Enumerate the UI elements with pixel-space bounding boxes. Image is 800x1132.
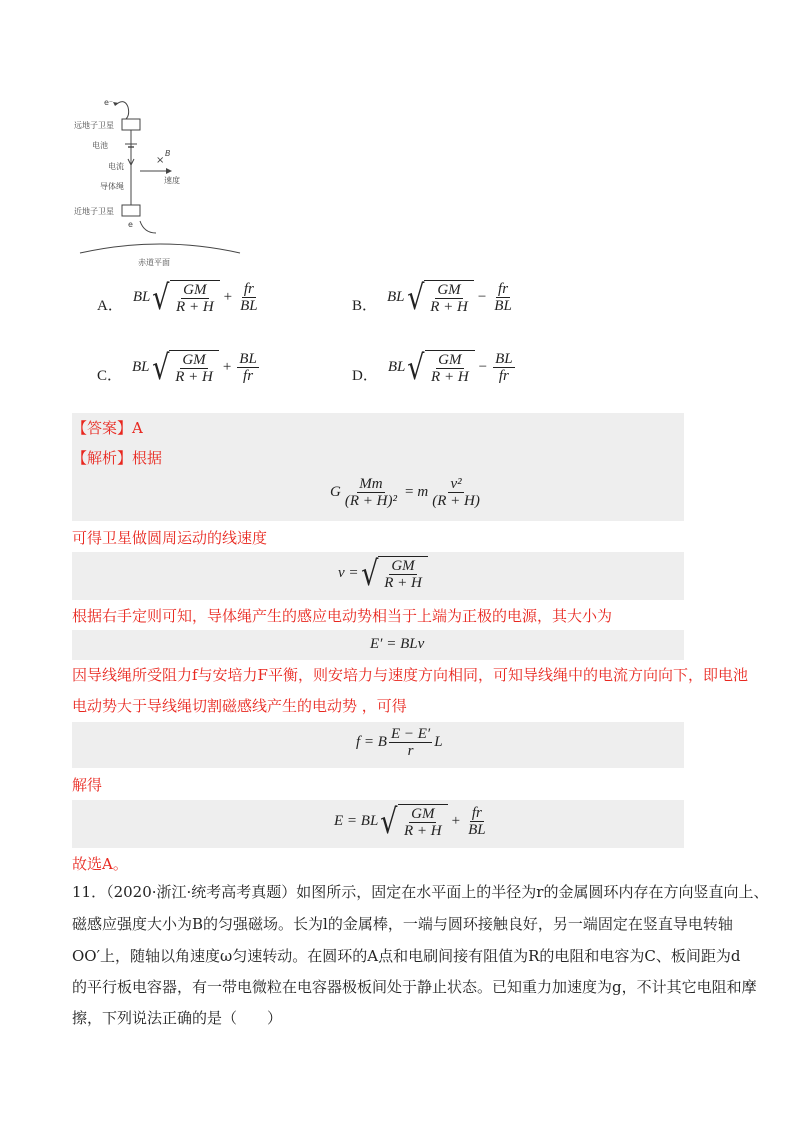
velocity-label: 速度 — [164, 176, 180, 185]
velocity-arrowhead-icon — [166, 168, 172, 174]
bottom-satellite-label: 近地子卫星 — [74, 207, 114, 216]
eq1-rhs-den: (R + H) — [432, 493, 480, 509]
battery-label: 电池 — [92, 141, 108, 150]
field-label: B — [165, 149, 171, 158]
equation-gravitation — [330, 476, 484, 509]
eq5-fden: BL — [468, 822, 486, 838]
top-satellite-box — [122, 119, 140, 130]
eq1-equals: = — [404, 484, 414, 500]
electron-arrow-bottom — [140, 221, 156, 233]
eq5-fnum: fr — [471, 805, 482, 821]
option-a-label: A． — [97, 298, 123, 314]
text-choose: 故选A。 — [72, 855, 128, 873]
eq4-lhs: f = B — [356, 734, 387, 750]
electron-label-bottom: e — [128, 220, 133, 229]
option-a[interactable] — [97, 277, 262, 318]
frac-num: BL — [495, 351, 513, 367]
option-d-label: D． — [352, 368, 378, 384]
eq2-den: R + H — [384, 575, 422, 591]
coef: BL — [132, 359, 150, 375]
option-c[interactable] — [97, 347, 261, 388]
top-satellite-label: 远地子卫星 — [74, 121, 114, 130]
frac-num: fr — [498, 281, 509, 297]
sqrt-den: R + H — [430, 299, 468, 315]
coef: BL — [387, 289, 405, 305]
text-emf: 根据右手定则可知，导体绳产生的感应电动势相当于上端为正极的电源，其大小为 — [72, 607, 613, 625]
sqrt-num: GM — [182, 352, 206, 368]
electron-label-top: e⁻ — [104, 98, 114, 107]
coef: BL — [132, 289, 151, 305]
q11-line-3: OO′上，随轴以角速度ω匀速转动。在圆环的A点和电刷间接有阻值为R的电阻和电容为C、板间距为d — [72, 947, 741, 965]
eq1-g: G — [330, 484, 341, 500]
analysis-tag: 【解析】 — [72, 449, 133, 467]
current-label: 电流 — [108, 162, 124, 171]
q11-line-2: 磁感应强度大小为B的匀强磁场。长为l的金属棒，一端与圆环接触良好，另一端固定在竖直导电转轴 — [72, 915, 733, 933]
sqrt-num: GM — [183, 282, 207, 298]
option-d[interactable] — [352, 347, 517, 388]
equator-arc — [80, 244, 240, 253]
eq5-den: R + H — [403, 823, 442, 839]
op: + — [222, 359, 232, 375]
op: − — [477, 289, 487, 305]
rope-label: 导体绳 — [100, 182, 124, 191]
sqrt-num: GM — [438, 352, 462, 368]
equation-velocity: v = √ $\frac{GM}{R + H}$ — [338, 556, 428, 591]
answer-tag: 【答案】 — [72, 419, 133, 437]
frac-num: BL — [239, 351, 257, 367]
cross-icon: × — [156, 155, 165, 166]
frac-den: fr — [498, 368, 509, 384]
analysis-line — [72, 448, 162, 468]
text-force-1: 因导线绳所受阻力f与安培力F平衡，则安培力与速度方向相同，可知导线绳中的电流方向向下，即电池 — [72, 666, 748, 684]
answer-value: A — [132, 419, 143, 437]
sqrt-den: R + H — [431, 369, 469, 385]
equator-label: 赤道平面 — [138, 258, 170, 267]
sqrt-num: GM — [437, 282, 461, 298]
eq1-lhs-num: Mm — [359, 476, 383, 492]
eq4-den: r — [407, 743, 414, 759]
q11-line-1: 11．（2020·浙江·统考高考真题）如图所示，固定在水平面上的半径为r的金属圆环内存在方向竖直向上、 — [72, 883, 769, 901]
eq5-lhs: E = BL — [334, 813, 379, 829]
op: − — [478, 359, 488, 375]
option-a-formula: BL √ $\frac{GM}{R + H}$ + $\frac{fr}{BL}$ — [132, 277, 258, 318]
frac-den: BL — [240, 298, 258, 314]
option-b-label: B． — [352, 298, 378, 314]
eq1-rhs-num: v² — [450, 476, 462, 492]
q11-line-5: 擦，下列说法正确的是（ ） — [72, 1009, 283, 1027]
satellite-tether-diagram — [70, 95, 250, 267]
option-b[interactable] — [352, 277, 516, 318]
text-solve: 解得 — [72, 776, 103, 794]
answer-line — [72, 418, 143, 438]
eq5-num: GM — [411, 806, 435, 822]
equation-result: E = BL √ $\frac{GM}{R + H}$ + $\frac{fr}{BL}$ — [334, 801, 486, 842]
option-b-formula: BL √ $\frac{GM}{R + H}$ − $\frac{fr}{BL}$ — [387, 277, 512, 318]
q11-line-4: 的平行板电容器，有一带电微粒在电容器极板间处于静止状态。已知重力加速度为g，不计其它电阻和摩 — [72, 978, 757, 996]
coef: BL — [387, 359, 406, 375]
eq2-lhs: v = — [338, 565, 359, 581]
eq5-op: + — [451, 813, 461, 829]
eq1-m: m — [417, 484, 429, 500]
sqrt-den: R + H — [176, 299, 214, 315]
eq1-lhs-den: (R + H)² — [344, 493, 397, 509]
op: + — [223, 289, 233, 305]
frac-num: fr — [243, 281, 254, 297]
analysis-intro: 根据 — [132, 449, 163, 467]
equation-emf: E′ = BLv — [370, 636, 425, 652]
option-c-label: C． — [97, 368, 123, 384]
text-force-2: 电动势大于导线绳切割磁感线产生的电动势 ，可得 — [72, 697, 407, 715]
eq4-tail: L — [434, 734, 443, 750]
electron-arrow-top — [118, 102, 129, 119]
bottom-satellite-box — [122, 205, 140, 216]
option-c-formula: BL √ $\frac{GM}{R + H}$ + $\frac{BL}{fr}$ — [132, 347, 257, 388]
equation-force — [356, 726, 443, 759]
frac-den: BL — [494, 298, 512, 314]
sqrt-den: R + H — [175, 369, 213, 385]
text-velocity: 可得卫星做圆周运动的线速度 — [72, 529, 268, 547]
eq4-num: E − E′ — [390, 726, 431, 742]
frac-den: fr — [243, 368, 254, 384]
option-d-formula: BL √ $\frac{GM}{R + H}$ − $\frac{BL}{fr}$ — [387, 347, 513, 388]
eq2-num: GM — [391, 558, 415, 574]
